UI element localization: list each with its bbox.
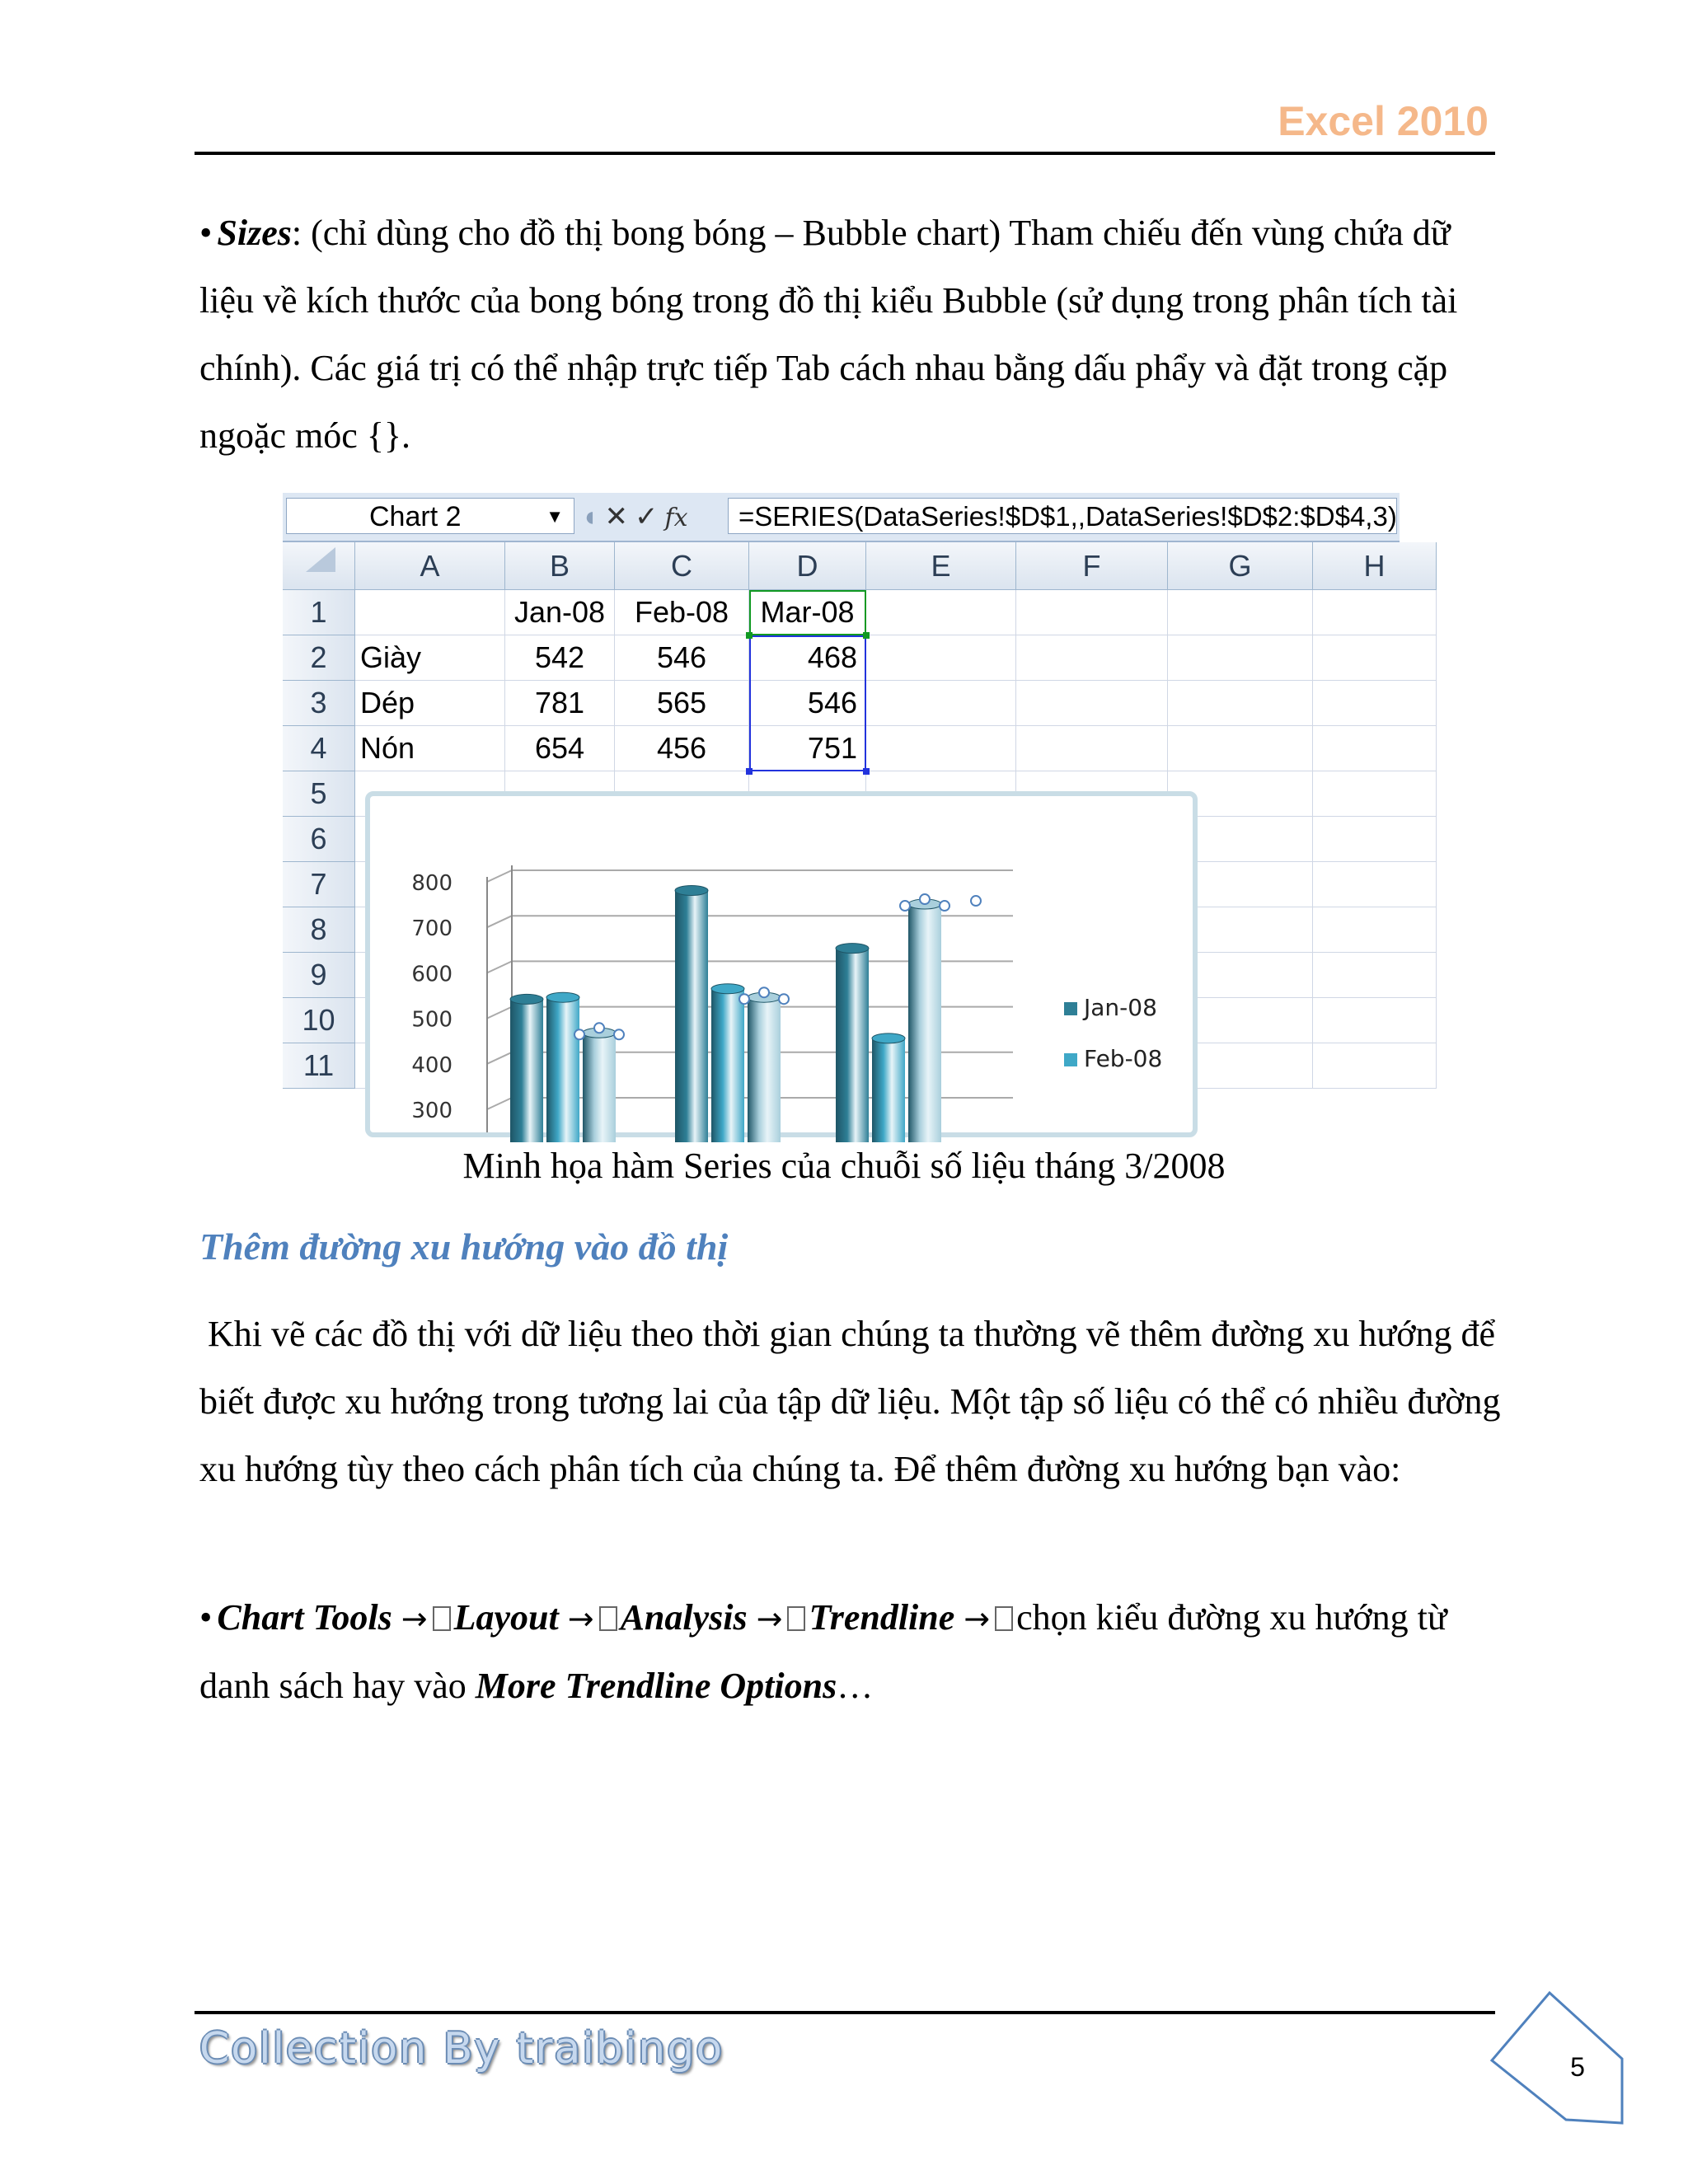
selection-marker bbox=[971, 896, 981, 906]
missing-glyph-icon bbox=[433, 1606, 451, 1631]
step-chart-tools: Chart Tools bbox=[217, 1597, 392, 1638]
y-tick-label: 800 bbox=[411, 871, 452, 896]
column-header-h[interactable]: H bbox=[1313, 542, 1437, 590]
bar-top bbox=[711, 984, 744, 994]
bar-mar-08-1 bbox=[748, 997, 781, 1142]
cell[interactable] bbox=[1313, 998, 1437, 1043]
cell[interactable] bbox=[866, 590, 1016, 635]
cell-value[interactable]: 542 bbox=[505, 635, 615, 681]
excel-screenshot bbox=[283, 493, 1400, 1123]
column-header-f[interactable]: F bbox=[1016, 542, 1168, 590]
cell[interactable] bbox=[1016, 726, 1168, 771]
bar-feb-08-0 bbox=[546, 997, 579, 1142]
column-header-g[interactable]: G bbox=[1168, 542, 1313, 590]
cell[interactable] bbox=[1016, 590, 1168, 635]
bar-jan-08-1 bbox=[675, 890, 708, 1142]
legend-label: Jan-08 bbox=[1084, 994, 1157, 1021]
column-header-c[interactable]: C bbox=[615, 542, 749, 590]
cell[interactable] bbox=[1168, 681, 1313, 726]
cell[interactable] bbox=[1168, 590, 1313, 635]
header-title: Excel 2010 bbox=[1278, 98, 1489, 144]
selection-handle[interactable] bbox=[863, 632, 870, 639]
steps-paragraph bbox=[199, 1584, 1502, 1720]
cell[interactable] bbox=[1016, 635, 1168, 681]
sizes-paragraph bbox=[199, 199, 1502, 470]
bar-mar-08-2 bbox=[908, 904, 941, 1142]
row-header-5[interactable]: 5 bbox=[283, 771, 355, 817]
arrow-right-icon: → bbox=[567, 1601, 594, 1637]
selection-marker bbox=[940, 901, 950, 911]
gridline-side bbox=[487, 1098, 512, 1109]
missing-glyph-icon bbox=[787, 1606, 805, 1631]
bullet-icon: • bbox=[199, 1597, 213, 1638]
select-all-corner[interactable] bbox=[283, 542, 355, 590]
steps-tail: chọn kiểu đường xu hướng từ danh sách hay vào bbox=[199, 1597, 1447, 1706]
selection-marker bbox=[779, 994, 789, 1004]
bar-mar-08-0 bbox=[583, 1033, 616, 1142]
cell[interactable] bbox=[866, 681, 1016, 726]
bar-top bbox=[836, 944, 869, 954]
gridline-side bbox=[487, 1052, 512, 1064]
sizes-label: Sizes bbox=[217, 213, 292, 253]
selection-handle[interactable] bbox=[746, 768, 753, 775]
cell-value[interactable]: 546 bbox=[615, 635, 749, 681]
step-layout: Layout bbox=[453, 1597, 559, 1638]
selection-handle[interactable] bbox=[746, 632, 753, 639]
missing-glyph-icon bbox=[599, 1606, 617, 1631]
cell[interactable] bbox=[1313, 726, 1437, 771]
cell[interactable] bbox=[866, 726, 1016, 771]
name-box[interactable] bbox=[286, 498, 574, 534]
row-header-1[interactable]: 1 bbox=[283, 590, 355, 635]
function-icon[interactable]: fx bbox=[664, 504, 688, 532]
chevron-down-icon[interactable]: ▼ bbox=[546, 506, 564, 527]
column-header-e[interactable]: E bbox=[866, 542, 1016, 590]
row-header-8[interactable]: 8 bbox=[283, 907, 355, 953]
cell-value[interactable]: 468 bbox=[749, 635, 866, 681]
cell-row-label[interactable]: Giày bbox=[355, 635, 505, 681]
row-header-2[interactable]: 2 bbox=[283, 635, 355, 681]
column-header-d[interactable]: D bbox=[749, 542, 866, 590]
cancel-icon[interactable]: ✕ bbox=[604, 501, 629, 532]
cell[interactable] bbox=[866, 635, 1016, 681]
sizes-text: : (chỉ dùng cho đồ thị bong bóng – Bubble chart) Tham chiếu đến vùng chứa dữ liệu về kích thước của bong bóng trong đồ thị kiểu Bubble (sử dụng trong phân tích tài chính). Các giá trị có thể nhập trực tiếp Tab cách nhau bằng dấu phẩy và đặt trong cặp ngoặc móc {}. bbox=[199, 213, 1458, 456]
gridline-side bbox=[487, 961, 512, 972]
footer-text: Collection By traibingo bbox=[199, 2024, 724, 2074]
cell[interactable] bbox=[1313, 817, 1437, 862]
selection-marker bbox=[739, 994, 749, 1004]
y-tick-label: 600 bbox=[411, 962, 452, 987]
row-header-4[interactable]: 4 bbox=[283, 726, 355, 771]
selection-handle[interactable] bbox=[863, 768, 870, 775]
gridline-side bbox=[487, 870, 512, 882]
legend-swatch bbox=[1064, 1002, 1077, 1015]
y-tick-label: 500 bbox=[411, 1007, 452, 1033]
row-header-10[interactable]: 10 bbox=[283, 998, 355, 1043]
cell-value[interactable]: 546 bbox=[749, 681, 866, 726]
row-header-6[interactable]: 6 bbox=[283, 817, 355, 862]
cell-row-label[interactable]: Nón bbox=[355, 726, 505, 771]
header-rule bbox=[195, 152, 1495, 155]
footer-rule bbox=[195, 2011, 1495, 2014]
selection-marker bbox=[614, 1029, 624, 1039]
column-header-a[interactable]: A bbox=[355, 542, 505, 590]
arrow-right-icon: → bbox=[964, 1601, 991, 1637]
gridline-side bbox=[487, 1007, 512, 1019]
cell-header-1[interactable]: Jan-08 bbox=[505, 590, 615, 635]
page-number: 5 bbox=[1570, 2052, 1585, 2082]
bar-top bbox=[675, 885, 708, 895]
bar-feb-08-1 bbox=[711, 989, 744, 1142]
row-header-9[interactable]: 9 bbox=[283, 953, 355, 998]
series-name-selection bbox=[749, 590, 866, 635]
name-box-value: Chart 2 bbox=[369, 501, 462, 532]
chart-area[interactable] bbox=[365, 791, 1198, 1137]
page-number-shape bbox=[1484, 1986, 1632, 2135]
cell-value[interactable]: 456 bbox=[615, 726, 749, 771]
missing-glyph-icon bbox=[995, 1606, 1013, 1631]
selection-marker bbox=[574, 1029, 584, 1039]
y-tick-label: 400 bbox=[411, 1052, 452, 1078]
selection-marker bbox=[900, 901, 910, 911]
cell[interactable] bbox=[1313, 862, 1437, 907]
row-header-11[interactable]: 11 bbox=[283, 1043, 355, 1089]
cell[interactable] bbox=[1313, 590, 1437, 635]
bar-jan-08-2 bbox=[836, 949, 869, 1142]
y-tick-label: 300 bbox=[411, 1099, 452, 1123]
row-header-3[interactable]: 3 bbox=[283, 681, 355, 726]
column-header-b[interactable]: B bbox=[505, 542, 615, 590]
ellipsis: … bbox=[837, 1666, 874, 1706]
gridline-side bbox=[487, 916, 512, 927]
cell-row-label[interactable]: Dép bbox=[355, 681, 505, 726]
cell[interactable] bbox=[1313, 953, 1437, 998]
cell[interactable] bbox=[1016, 681, 1168, 726]
more-trendline-options: More Trendline Options bbox=[475, 1666, 837, 1706]
cell[interactable] bbox=[1313, 681, 1437, 726]
formula-bar bbox=[283, 493, 1400, 542]
legend-label: Feb-08 bbox=[1084, 1045, 1163, 1072]
section-heading: Thêm đường xu hướng vào đồ thị bbox=[199, 1226, 729, 1268]
cell[interactable] bbox=[1313, 635, 1437, 681]
trendline-paragraph: Khi vẽ các đồ thị với dữ liệu theo thời gian chúng ta thường vẽ thêm đường xu hướng để biết được xu hướng trong tương lai của tập dữ liệu. Một tập số liệu có thể có nhiều đường xu hướng tùy theo cách phân tích của chúng ta. Để thêm đường xu hướng bạn vào: bbox=[199, 1314, 1501, 1489]
cell-header-3[interactable]: Mar-08 bbox=[749, 590, 866, 635]
cell-header-2[interactable]: Feb-08 bbox=[615, 590, 749, 635]
step-trendline: Trendline bbox=[809, 1597, 955, 1638]
bar-top bbox=[546, 992, 579, 1002]
bar-top bbox=[510, 994, 543, 1004]
check-icon[interactable]: ✓ bbox=[635, 501, 659, 532]
cell-value[interactable]: 654 bbox=[505, 726, 615, 771]
cell[interactable] bbox=[1313, 771, 1437, 817]
circle-icon: ◖ bbox=[581, 501, 598, 532]
y-tick-label: 700 bbox=[411, 916, 452, 942]
arrow-right-icon: → bbox=[401, 1601, 428, 1637]
cell-value[interactable]: 565 bbox=[615, 681, 749, 726]
cell-value[interactable]: 751 bbox=[749, 726, 866, 771]
cell[interactable] bbox=[1313, 1043, 1437, 1089]
cell[interactable] bbox=[1168, 635, 1313, 681]
row-header-7[interactable]: 7 bbox=[283, 862, 355, 907]
formula-input[interactable]: =SERIES(DataSeries!$D$1,,DataSeries!$D$2:$D$4,3) bbox=[728, 498, 1397, 534]
formula-buttons bbox=[581, 499, 721, 534]
cell[interactable] bbox=[355, 590, 505, 635]
bar-feb-08-2 bbox=[872, 1038, 905, 1142]
arrow-right-icon: → bbox=[756, 1601, 783, 1637]
cell[interactable] bbox=[1168, 726, 1313, 771]
cell-value[interactable]: 781 bbox=[505, 681, 615, 726]
chart-svg bbox=[370, 796, 1193, 1132]
selection-marker bbox=[594, 1023, 604, 1033]
cell[interactable] bbox=[1313, 907, 1437, 953]
selection-marker bbox=[920, 894, 930, 904]
step-analysis: Analysis bbox=[620, 1597, 748, 1638]
bullet-icon: • bbox=[199, 213, 213, 253]
selection-marker bbox=[759, 987, 769, 997]
legend-swatch bbox=[1064, 1053, 1077, 1066]
figure-caption: Minh họa hàm Series của chuỗi số liệu tháng 3/2008 bbox=[462, 1146, 1226, 1186]
bar-top bbox=[872, 1033, 905, 1043]
corner-triangle-icon bbox=[294, 542, 344, 575]
series-values-selection bbox=[749, 635, 866, 771]
bar-jan-08-0 bbox=[510, 999, 543, 1142]
